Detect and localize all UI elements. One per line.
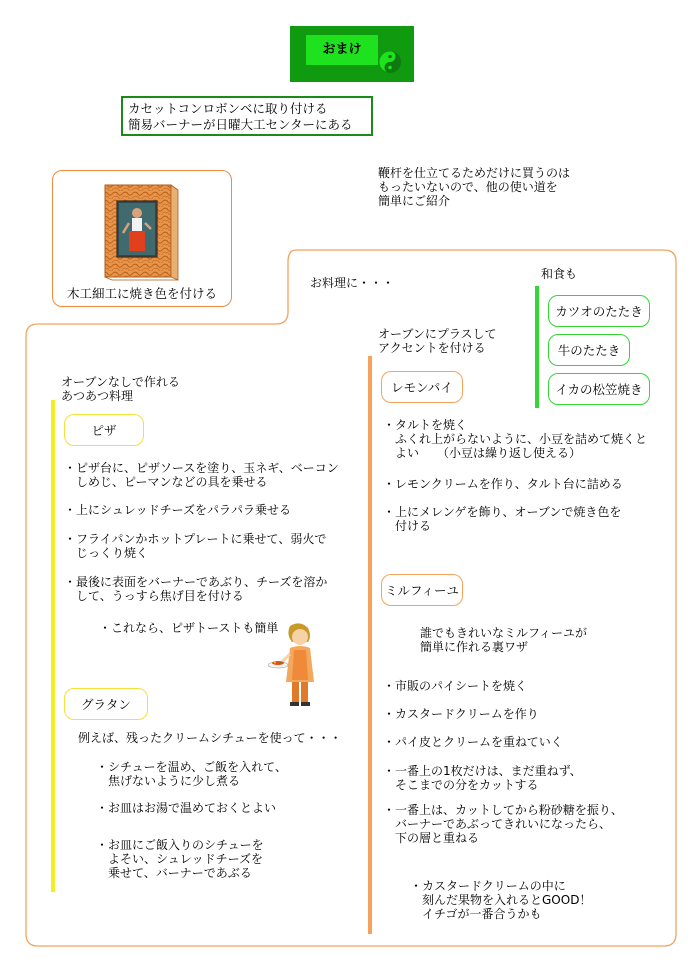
millefeuille-step-2: ・カスタードクリームを作り (383, 707, 539, 721)
gratin-step-2: ・お皿はお湯で温めておくとよい (96, 801, 277, 815)
millefeuille-title: ミルフィーユ (381, 574, 463, 606)
intro-text: 鞭杆を仕立てるためだけに買うのは もったいないので、他の使い道を 簡単にご紹介 (378, 166, 571, 208)
millefeuille-step-4: ・一番上の1枚だけは、まだ重ねず、 そこまでの分をカットする (383, 764, 582, 792)
no-oven-label: オーブンなしで作れる あつあつ料理 (61, 375, 180, 403)
gratin-title: グラタン (64, 688, 148, 720)
millefeuille-step-5: ・一番上は、カットしてから粉砂糖を振り、 バーナーであぶってきれいになったら、 下の層と重ねる (383, 803, 623, 845)
washoku-item-beef: 牛のたたき (548, 334, 630, 366)
oven-plus-bar (368, 356, 372, 934)
tip-line-1: カセットコンロボンベに取り付ける (128, 101, 328, 116)
millefeuille-step-3: ・パイ皮とクリームを重ねていく (383, 735, 563, 749)
gratin-step-3: ・お皿にご飯入りのシチューを よそい、シュレッドチーズを 乗せて、バーナーであぶる (96, 838, 264, 880)
washoku-label: 和食も (541, 267, 578, 281)
lemon-pie-title: レモンパイ (381, 371, 463, 403)
wood-frame-photo-icon (103, 183, 181, 281)
cooking-label: お料理に・・・ (310, 276, 395, 290)
header-banner (290, 26, 414, 82)
lemon-pie-step-2: ・レモンクリームを作り、タルト台に詰める (383, 477, 623, 491)
pizza-step-1: ・ピザ台に、ピザソースを塗り、玉ネギ、ベーコン しめじ、ピーマンなどの具を乗せる (64, 461, 339, 489)
millefeuille-step-1: ・市販のパイシートを焼く (383, 679, 528, 693)
tip-box (121, 96, 373, 136)
lemon-pie-step-3: ・上にメレンゲを飾り、オーブンで焼き色を 付ける (383, 505, 622, 533)
pizza-note: ・これなら、ピザトーストも簡単 (99, 621, 279, 635)
banner-title: おまけ (306, 35, 378, 65)
millefeuille-lead: 誰でもきれいなミルフィーユが 簡単に作れる裏ワザ (420, 626, 588, 654)
chef-illustration-icon (268, 622, 326, 710)
washoku-item-katsuo: カツオのたたき (548, 295, 650, 327)
woodwork-caption: 木工細工に焼き色を付ける (66, 286, 217, 301)
pizza-step-4: ・最後に表面をバーナーであぶり、チーズを溶か して、うっすら焦げ目を付ける (64, 575, 328, 603)
washoku-item-squid: イカの松笠焼き (548, 373, 650, 405)
woodwork-card (52, 170, 232, 307)
no-oven-bar (51, 400, 55, 892)
yin-yang-icon (378, 50, 402, 74)
pizza-step-2: ・上にシュレッドチーズをパラパラ乗せる (64, 503, 292, 517)
millefeuille-note: ・カスタードクリームの中に 刻んだ果物を入れるとGOOD！ イチゴが一番合うかも (410, 879, 592, 921)
pizza-step-3: ・フライパンかホットプレートに乗せて、弱火で じっくり焼く (64, 532, 327, 560)
pizza-title: ピザ (64, 414, 144, 446)
gratin-lead: 例えば、残ったクリームシチューを使って・・・ (78, 731, 342, 745)
gratin-step-1: ・シチューを温め、ご飯を入れて、 焦げないように少し煮る (96, 760, 287, 788)
washoku-bar (535, 286, 539, 408)
tip-line-2: 簡易バーナーが日曜大工センターにある (128, 117, 353, 132)
oven-plus-label: オーブンにプラスして アクセントを付ける (378, 327, 497, 355)
lemon-pie-step-1: ・タルトを焼く ふくれ上がらないように、小豆を詰めて焼くと よい （小豆は繰り返し使える） (383, 418, 648, 460)
